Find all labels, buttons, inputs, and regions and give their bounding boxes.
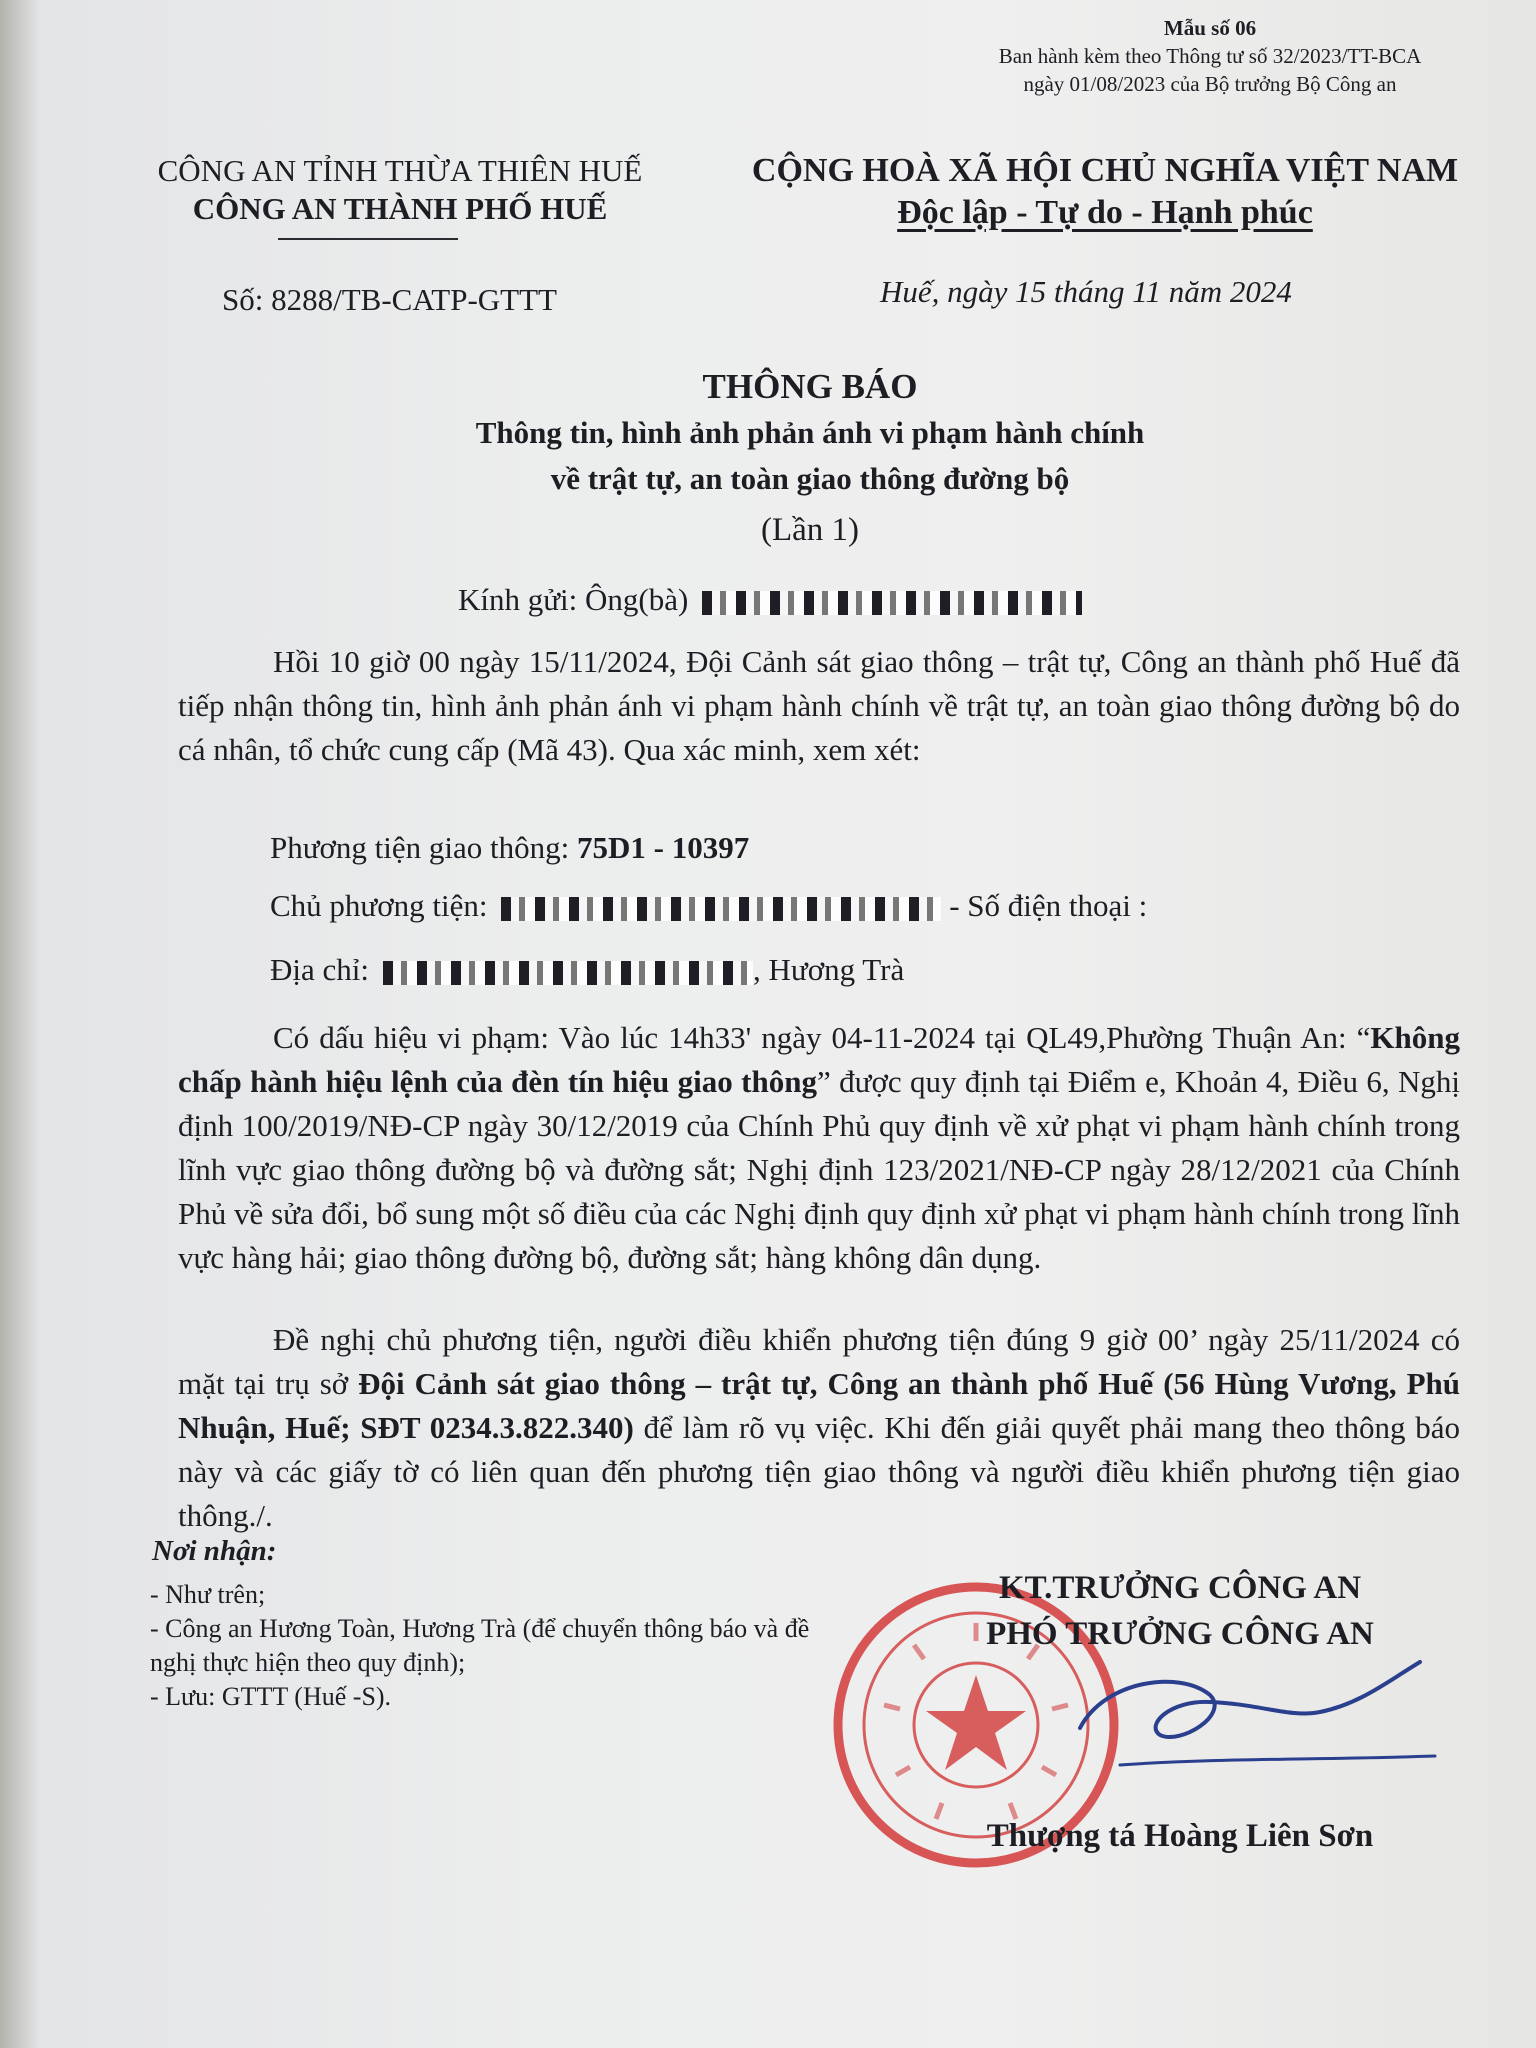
title-iteration: (Lần 1) (760, 512, 860, 548)
title-line-1: Thông tin, hình ảnh phản ánh vi phạm hành chính (475, 415, 1145, 450)
address-label: Địa chỉ: (270, 952, 369, 987)
vehicle-plate: 75D1 - 10397 (577, 830, 750, 865)
recipients-title: Nơi nhận: (152, 1535, 277, 1567)
agency-underline (278, 238, 458, 240)
signer-name: Thượng tá Hoàng Liên Sơn (986, 1818, 1374, 1854)
intro-paragraph: Hồi 10 giờ 00 ngày 15/11/2024, Đội Cảnh sát giao thông – trật tự, Công an thành phố Huế đã tiếp nhận thông tin, hình ảnh phản ánh vi phạm hành chính về trật tự, an toàn giao thông đường bộ do cá nhân, tổ chức cung cấp (Mã 43). Qua xác minh, xem xét: (178, 644, 1460, 767)
form-number: Mẫu số 06 (1163, 16, 1257, 40)
recipient-label: Kính gửi: Ông(bà) (458, 582, 689, 617)
form-issued-with: Ban hành kèm theo Thông tư số 32/2023/TT-BCA (998, 44, 1422, 68)
form-reference (930, 14, 1490, 98)
place-date: Huế, ngày 15 tháng 11 năm 2024 (880, 274, 1292, 309)
form-issued-date: ngày 01/08/2023 của Bộ trưởng Bộ Công an (1023, 72, 1397, 96)
agency-unit: CÔNG AN THÀNH PHỐ HUẾ (192, 191, 608, 226)
request-paragraph (178, 1318, 1460, 1538)
title-line-2: về trật tự, an toàn giao thông đường bộ (550, 461, 1070, 496)
handwritten-signature (1060, 1640, 1440, 1780)
owner-label: Chủ phương tiện: (270, 888, 488, 923)
request-suffix: để làm rõ vụ việc. Khi đến giải quyết phải mang theo thông báo này và các giấy tờ có liên quan đến phương tiện giao thông và người điều khiển phương tiện giao thông./. (178, 1410, 1460, 1533)
redacted-address (383, 961, 753, 985)
nation-name: CỘNG HOÀ XÃ HỘI CHỦ NGHĨA VIỆT NAM (751, 152, 1459, 189)
redacted-name (702, 591, 1082, 615)
owner-field (270, 888, 1147, 924)
violation-suffix: ” được quy định tại Điểm e, Khoản 4, Điều 6, Nghị định 100/2019/NĐ-CP ngày 30/12/2019 của Chính Phủ quy định về xử phạt vi phạm hành chính trong lĩnh vực giao thông đường bộ và đường sắt; Nghị định 123/2021/NĐ-CP ngày 28/12/2021 của Chính Phủ về sửa đổi, bổ sung một số điều của các Nghị định quy định xử phạt vi phạm hành chính trong lĩnh vực hàng hải; giao thông đường bộ, đường sắt; hàng không dân dụng. (178, 1064, 1460, 1275)
recipients-list (150, 1578, 810, 1714)
vehicle-label: Phương tiện giao thông: (270, 830, 570, 865)
violation-text: Không chấp hành hiệu lệnh của đèn tín hiệu giao thông (178, 1020, 1460, 1099)
vehicle-field (270, 830, 749, 866)
address-tail: , Hương Trà (753, 952, 905, 987)
agency-parent: CÔNG AN TỈNH THỪA THIÊN HUẾ (157, 153, 643, 188)
address-field (270, 952, 904, 988)
document-title (260, 364, 1360, 558)
signature-title-1: KT.TRƯỞNG CÔNG AN (998, 1570, 1362, 1606)
violation-paragraph (178, 1016, 1460, 1280)
request-location: Đội Cảnh sát giao thông – trật tự, Công an thành phố Huế (56 Hùng Vương, Phú Nhuận, Huế; SĐT 0234.3.822.340) (178, 1366, 1460, 1445)
redacted-owner (501, 897, 941, 921)
paper-edge-shadow (0, 0, 40, 2048)
signature-title-2: PHÓ TRƯỞNG CÔNG AN (986, 1616, 1374, 1652)
agency-header (120, 152, 680, 228)
recipient-item: - Lưu: GTTT (Huế -S). (150, 1682, 392, 1711)
recipient-item: - Công an Hương Toàn, Hương Trà (để chuyển thông báo và đề nghị thực hiện theo quy định); (150, 1614, 810, 1677)
recipient-item: - Như trên; (150, 1580, 266, 1609)
request-prefix: Đề nghị chủ phương tiện, người điều khiển phương tiện đúng 9 giờ 00’ ngày 25/11/2024 có mặt tại trụ sở (178, 1322, 1460, 1401)
national-header (720, 150, 1490, 234)
nation-motto: Độc lập - Tự do - Hạnh phúc (897, 194, 1313, 231)
violation-prefix: Có dấu hiệu vi phạm: Vào lúc 14h33' ngày 04-11-2024 tại QL49,Phường Thuận An: “ (273, 1020, 1371, 1055)
phone-label: - Số điện thoại : (949, 888, 1148, 923)
title-main: THÔNG BÁO (702, 367, 918, 406)
document-number: Số: 8288/TB-CATP-GTTT (222, 282, 557, 317)
recipient-line (458, 582, 1082, 618)
